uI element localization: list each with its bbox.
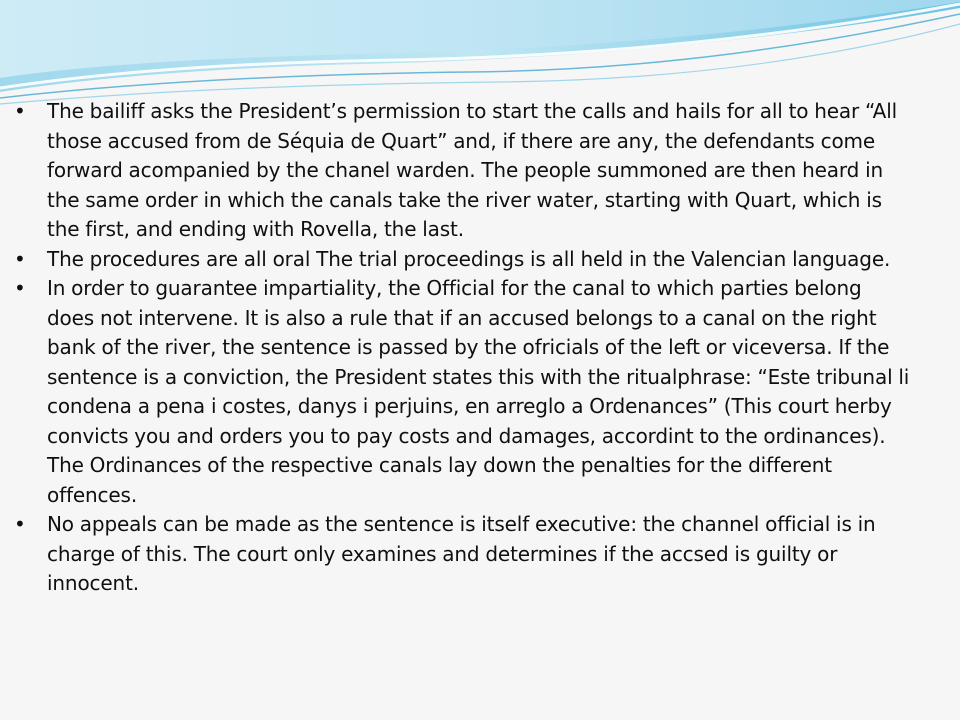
bullet-item	[10, 97, 910, 245]
wave-header-decoration	[0, 0, 960, 110]
bullet-dot-icon: •	[14, 512, 26, 536]
bullet-dot-icon: •	[14, 246, 26, 271]
bullet-text: In order to guarantee impartiality, the Official for the canal to which parties belong does not intervene. It is also a rule that if an accused belongs to a canal on the right bank of the river, the sentence is passed by the ofricials of the left or viceversa. If the sentence is a conviction, the President states this with the ritualphrase: “Este tribunal li condena a pena i costes, danys i perjuins, en arreglo a Ordenances” (This court herby convicts you and orders you to pay costs and damages, accordint to the ordinances). The Ordinances of the respective canals lay down the penalties for the different offences.	[47, 276, 910, 507]
bullet-text: No appeals can be made as the sentence is itself executive: the channel official is in charge of this. The court only examines and determines if the accsed is guilty or innocent.	[47, 512, 876, 595]
bullet-list	[10, 97, 910, 599]
bullet-text: The bailiff asks the President’s permission to start the calls and hails for all to hear “All those accused from de Séquia de Quart” and, if there are any, the defendants come forward acompanied by the chanel warden. The people summoned are then heard in the same order in which the canals take the river water, starting with Quart, which is the first, and ending with Rovella, the last.	[47, 99, 898, 241]
bullet-item	[10, 245, 910, 275]
bullet-text: The procedures are all oral The trial proceedings is all held in the Valencian language.	[47, 246, 891, 271]
bullet-dot-icon: •	[14, 99, 26, 123]
bullet-item	[10, 274, 910, 510]
bullet-dot-icon: •	[14, 276, 26, 300]
slide-body	[10, 97, 910, 697]
bullet-item	[10, 510, 910, 599]
